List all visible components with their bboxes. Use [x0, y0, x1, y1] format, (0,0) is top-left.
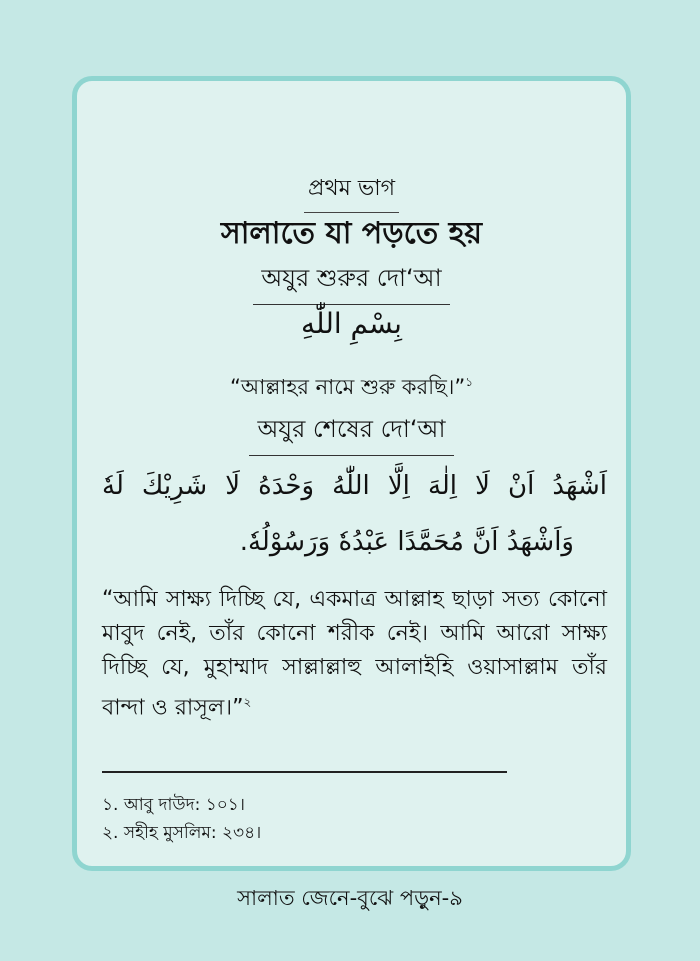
footnote-ref-2: ২: [243, 695, 252, 709]
translation-bismillah: [77, 371, 626, 406]
content-card: [72, 76, 631, 871]
footnote-item: ১. আবু দাউদ: ১০১।: [102, 795, 245, 815]
footnote-item: ২. সহীহ মুসলিম: ২৩৪।: [102, 823, 262, 843]
arabic-shahada-line-2: وَاَشْهَدُ اَنَّ مُحَمَّدًا عَبْدُهٗ وَرَسُوْلُهٗ.: [239, 527, 574, 557]
footnotes: [102, 791, 261, 847]
part-label: প্রথম ভাগ: [77, 171, 626, 213]
translation-shahada: [102, 583, 607, 725]
footnote-divider: [102, 771, 507, 773]
translation-bismillah-text: “আল্লাহর নামে শুরু করছি।”: [229, 375, 466, 399]
arabic-bismillah: بِسْمِ اللّٰهِ: [301, 307, 402, 340]
page-title: সালাতে যা পড়তে হয়: [220, 216, 483, 251]
translation-shahada-text: “আমি সাক্ষ্য দিচ্ছি যে, একমাত্র আল্লাহ ছাড়া সত্য কোনো মাবুদ নেই, তাঁর কোনো শরীক নেই। আমি আরো সাক্ষ্য দিচ্ছি যে, মুহাম্মাদ সাল্লাল্লাহু আলাইহি ওয়াসাল্লাম তাঁর বান্দা ও রাসূল।”: [102, 587, 607, 721]
arabic-shahada-line-1: اَشْهَدُ اَنْ لَا اِلٰهَ اِلَّا اللّٰهُ وَحْدَهُ لَا شَرِيْكَ لَهٗ: [102, 471, 607, 501]
section-heading-wudu-end: অযুর শেষের দো‘আ: [77, 411, 626, 456]
page-footer: সালাত জেনে-বুঝে পড়ুন-৯: [237, 886, 463, 910]
section-heading-wudu-start: অযুর শুরুর দো‘আ: [77, 260, 626, 305]
footnote-ref-1: ১: [465, 375, 474, 389]
